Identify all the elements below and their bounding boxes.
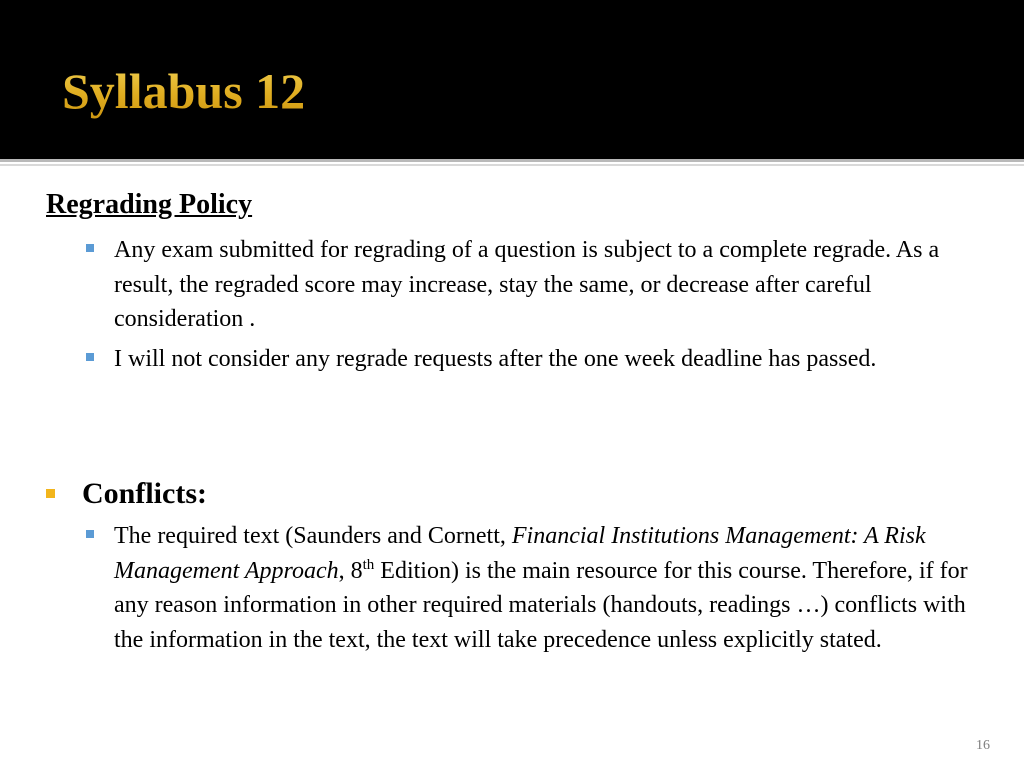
conflicts-text-body: Edition) is the main resource for this course. Therefore, if for any reason information in other required materials (handouts, readings …) conflicts with the information in the text, the text will take precedence unless explicitly stated. xyxy=(114,557,968,653)
conflicts-text-intro: The required text (Saunders and Cornett, xyxy=(114,523,512,549)
regrading-policy-heading: Regrading Policy xyxy=(46,189,253,220)
conflicts-item xyxy=(114,519,994,657)
square-bullet-icon xyxy=(86,244,94,252)
required-book-title: Financial Institutions Management: A Risk Management Approach xyxy=(114,523,926,584)
page-number: 16 xyxy=(976,738,990,753)
edition-ordinal-suffix: th xyxy=(362,556,375,573)
conflicts-heading xyxy=(82,474,207,514)
slide-title: Syllabus 12 xyxy=(62,56,305,126)
header-divider-line-secondary xyxy=(0,164,1024,166)
square-bullet-icon xyxy=(46,489,55,498)
title-bar xyxy=(0,0,1024,159)
regrading-policy-item xyxy=(114,342,994,377)
square-bullet-icon xyxy=(86,530,94,538)
regrading-policy-item xyxy=(114,233,994,337)
header-divider-line xyxy=(0,159,1024,162)
conflicts-heading-text: Conflicts: xyxy=(82,477,207,510)
regrading-policy-item-text: I will not consider any regrade requests after the one week deadline has passed. xyxy=(114,346,877,372)
regrading-policy-item-text: Any exam submitted for regrading of a question is subject to a complete regrade. As a result, the regraded score may increase, stay the same, or decrease after careful consideration . xyxy=(114,237,940,332)
edition-number: , 8 xyxy=(338,557,363,584)
square-bullet-icon xyxy=(86,353,94,361)
